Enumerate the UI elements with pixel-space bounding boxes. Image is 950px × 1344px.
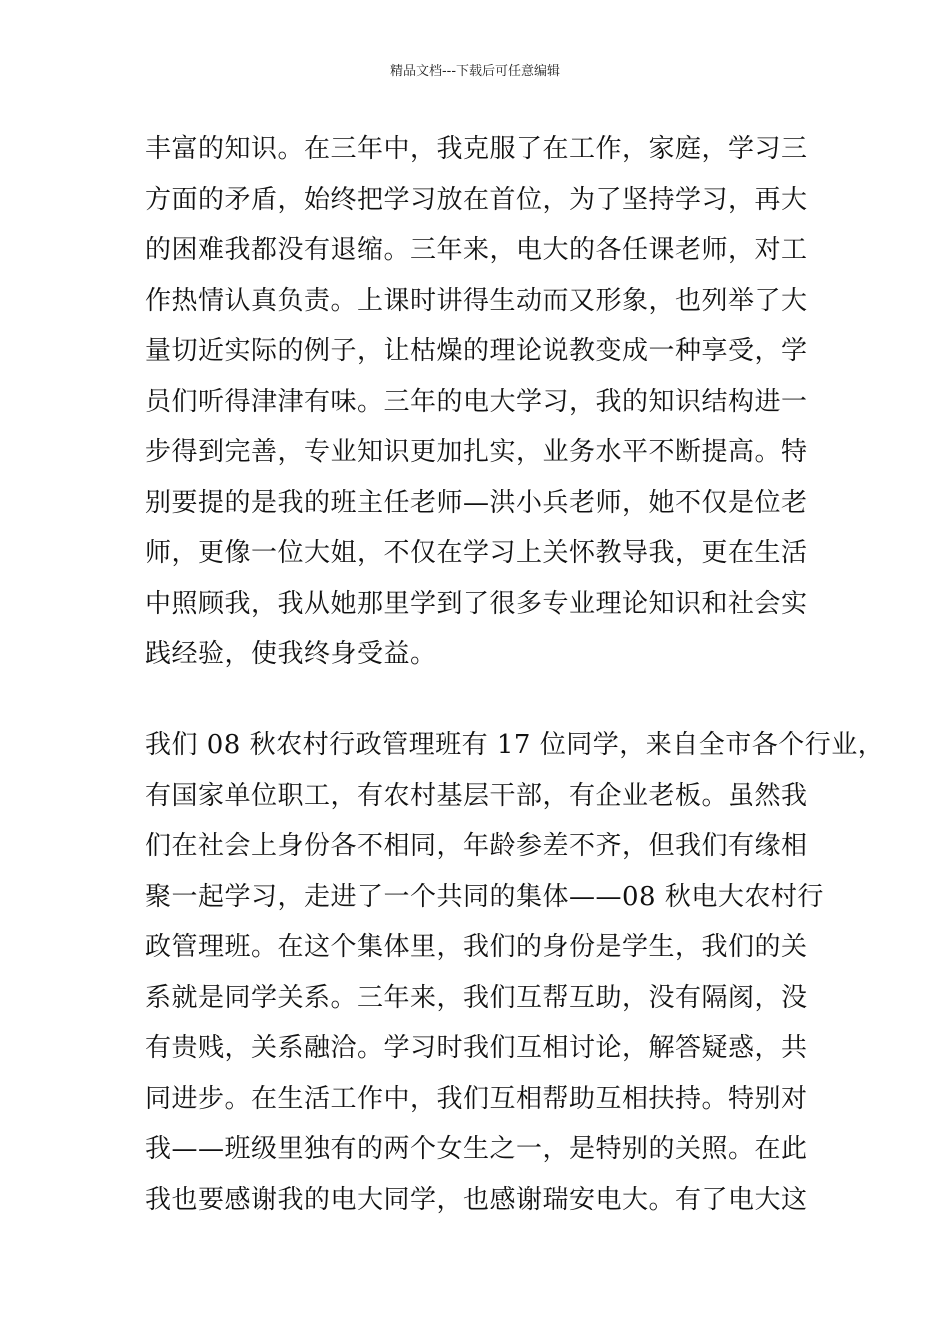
text-line: 我——班级里独有的两个女生之一，是特别的关照。在此 bbox=[145, 1134, 808, 1164]
paragraph-2 bbox=[145, 720, 885, 1225]
text-line: 系就是同学关系。三年来，我们互帮互助，没有隔阂，没 bbox=[145, 982, 808, 1013]
page-header: 精品文档---下载后可任意编辑 bbox=[389, 64, 561, 79]
text-line: 同进步。在生活工作中，我们互相帮助互相扶持。特别对 bbox=[145, 1083, 808, 1114]
text-line: 们在社会上身份各不相同，年龄参差不齐，但我们有缘相 bbox=[145, 831, 808, 861]
text-line: 别要提的是我的班主任老师—洪小兵老师，她不仅是位老 bbox=[145, 487, 808, 518]
text-line: 员们听得津津有味。三年的电大学习，我的知识结构进一 bbox=[145, 386, 808, 417]
text-line: 聚一起学习，走进了一个共同的集体——08 秋电大农村行 bbox=[145, 881, 824, 912]
text-line: 的困难我都没有退缩。三年来，电大的各任课老师，对工 bbox=[145, 235, 808, 265]
text-line: 有贵贱，关系融洽。学习时我们互相讨论，解答疑惑，共 bbox=[145, 1033, 808, 1063]
text-line: 丰富的知识。在三年中，我克服了在工作，家庭，学习三 bbox=[145, 134, 808, 164]
text-line: 作热情认真负责。上课时讲得生动而又形象，也列举了大 bbox=[145, 285, 808, 316]
text-line: 中照顾我，我从她那里学到了很多专业理论知识和社会实 bbox=[145, 588, 808, 619]
text-line: 师，更像一位大姐，不仅在学习上关怀教导我，更在生活 bbox=[145, 538, 808, 568]
text-line: 步得到完善，专业知识更加扎实，业务水平不断提高。特 bbox=[145, 437, 808, 467]
text-line: 方面的矛盾，始终把学习放在首位，为了坚持学习，再大 bbox=[145, 184, 808, 215]
text-line: 践经验，使我终身受益。 bbox=[145, 639, 437, 669]
paragraph-1 bbox=[145, 124, 835, 680]
text-line: 我们 08 秋农村行政管理班有 17 位同学，来自全市各个行业， bbox=[145, 730, 885, 760]
text-line: 有国家单位职工，有农村基层干部，有企业老板。虽然我 bbox=[145, 780, 808, 811]
text-line: 我也要感谢我的电大同学，也感谢瑞安电大。有了电大这 bbox=[145, 1184, 808, 1215]
text-line: 量切近实际的例子，让枯燥的理论说教变成一种享受，学 bbox=[145, 336, 808, 366]
text-line: 政管理班。在这个集体里，我们的身份是学生，我们的关 bbox=[145, 932, 808, 962]
